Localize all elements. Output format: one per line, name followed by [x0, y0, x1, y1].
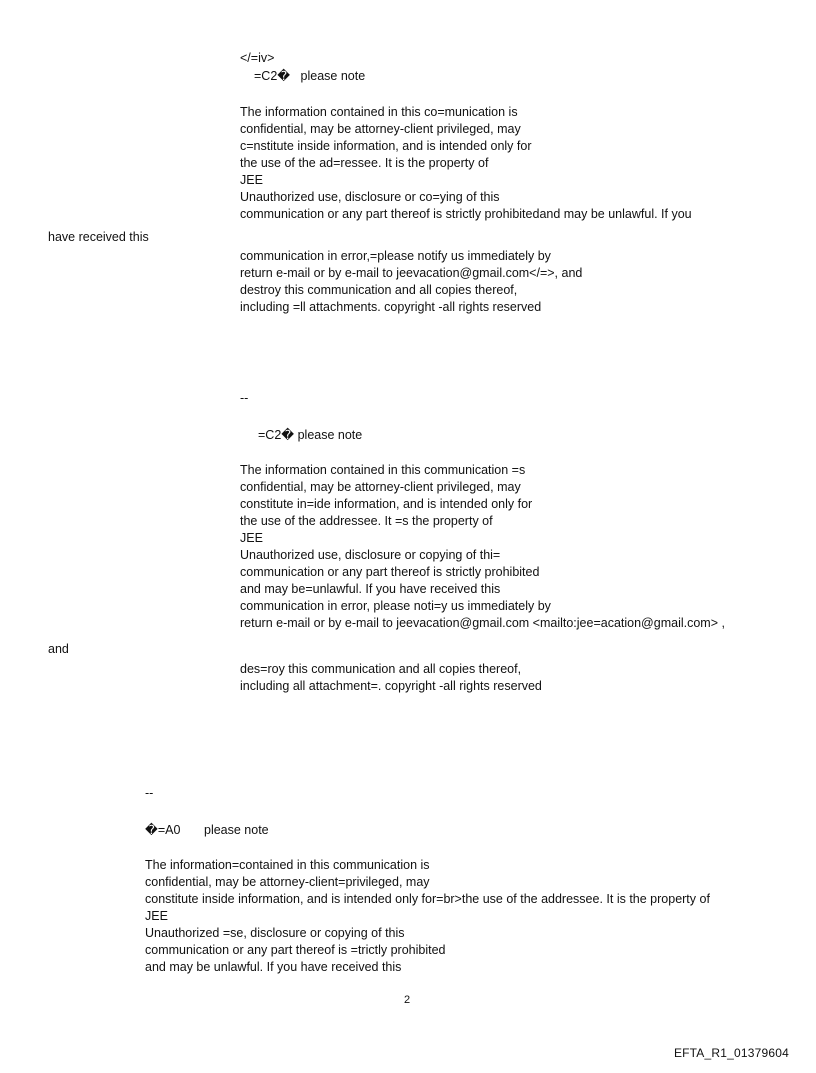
separator-dashes: -- [240, 391, 249, 405]
text-line: confidential, may be attorney-client privileged, may [240, 122, 521, 136]
note-label: please note [204, 823, 269, 837]
note-heading [258, 427, 362, 443]
text-line: and may be=unlawful. If you have received this [240, 582, 501, 596]
wrapped-text-line: and [48, 642, 69, 656]
text-line: confidential, may be attorney-client=privileged, may [145, 875, 430, 889]
text-line: Unauthorized use, disclosure or copying of thi= [240, 548, 501, 562]
note-prefix: =C2� [254, 69, 291, 83]
note-prefix: =C2� [258, 428, 295, 442]
text-line: constitute inside information, and is intended only for=br>the use of the addressee. It is the property of [145, 892, 710, 906]
separator-dashes: -- [145, 786, 154, 800]
text-line: return e-mail or by e-mail to jeevacation@gmail.com</=>, and [240, 266, 583, 280]
text-line: Unauthorized use, disclosure or co=ying of this [240, 190, 500, 204]
text-line: and may be unlawful. If you have received this [145, 960, 402, 974]
text-line: including =ll attachments. copyright -all rights reserved [240, 300, 542, 314]
note-prefix: �=A0 [145, 823, 181, 837]
text-line: JEE [240, 531, 263, 545]
text-line: des=roy this communication and all copies thereof, [240, 662, 522, 676]
text-line: communication in error, please noti=y us immediately by [240, 599, 551, 613]
text-line: The information contained in this co=munication is [240, 105, 518, 119]
text-line: destroy this communication and all copies thereof, [240, 283, 518, 297]
text-line: confidential, may be attorney-client privileged, may [240, 480, 521, 494]
text-line: the use of the ad=ressee. It is the property of [240, 156, 489, 170]
text-line: communication in error,=please notify us immediately by [240, 249, 551, 263]
text-line: communication or any part thereof is strictly prohibited [240, 565, 540, 579]
document-id-stamp: EFTA_R1_01379604 [673, 1046, 789, 1060]
wrapped-text-line: have received this [48, 230, 149, 244]
page-number: 2 [404, 994, 411, 1006]
text-line: communication or any part thereof is strictly prohibitedand may be unlawful. If you [240, 207, 692, 221]
note-heading [254, 68, 365, 84]
html-fragment-line: </=iv> [240, 51, 275, 65]
text-line: return e-mail or by e-mail to jeevacation@gmail.com <mailto:jee=acation@gmail.com> , [240, 616, 725, 630]
text-line: the use of the addressee. It =s the property of [240, 514, 493, 528]
text-line: Unauthorized =se, disclosure or copying of this [145, 926, 405, 940]
note-label: please note [300, 69, 366, 83]
text-line: communication or any part thereof is =trictly prohibited [145, 943, 446, 957]
text-line: JEE [240, 173, 263, 187]
text-line: JEE [145, 909, 168, 923]
text-line: The information contained in this communication =s [240, 463, 526, 477]
text-line: The information=contained in this communication is [145, 858, 430, 872]
text-line: c=nstitute inside information, and is intended only for [240, 139, 532, 153]
text-line: constitute in=ide information, and is intended only for [240, 497, 533, 511]
note-label: please note [297, 428, 363, 442]
text-line: including all attachment=. copyright -all rights reserved [240, 679, 542, 693]
